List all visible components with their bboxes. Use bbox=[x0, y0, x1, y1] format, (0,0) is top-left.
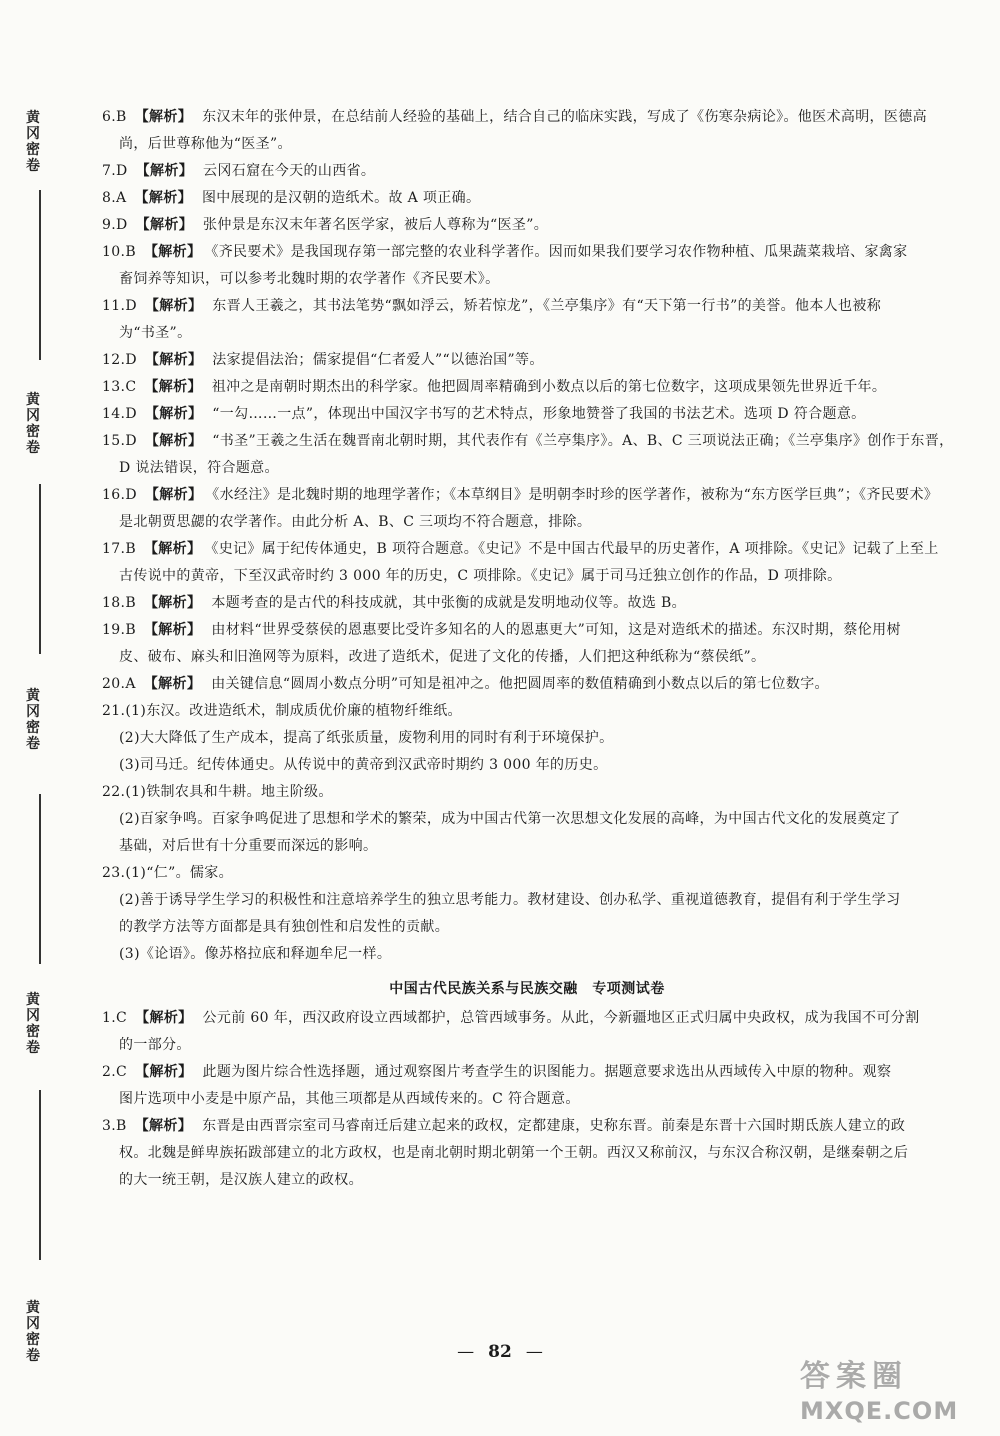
answer-line bbox=[102, 374, 952, 401]
answer-number: 20.A bbox=[102, 676, 136, 692]
answer-line bbox=[102, 1059, 952, 1086]
answer-line bbox=[102, 617, 952, 644]
answer-item bbox=[102, 374, 952, 401]
answer-line bbox=[102, 104, 952, 131]
answer-line bbox=[102, 428, 952, 455]
side-divider bbox=[39, 1090, 41, 1260]
answer-text: 东汉末年的张仲景，在总结前人经验的基础上，结合自己的临床实践，写成了《伤寒杂病论》。他医术高明，医德高 bbox=[202, 109, 927, 125]
answer-number: 6.B bbox=[102, 109, 127, 125]
answer-line bbox=[102, 185, 952, 212]
answer-line bbox=[102, 725, 952, 752]
answer-number: 2.C bbox=[102, 1064, 128, 1080]
answer-text: 本题考查的是古代的科技成就，其中张衡的成就是发明地动仪等。故选 B。 bbox=[211, 595, 686, 611]
answer-text: (2)百家争鸣。百家争鸣促进了思想和学术的繁荣，成为中国古代第一次思想文化发展的高峰，为中国古代文化的发展奠定了 bbox=[119, 811, 901, 827]
answer-text: (1)铁制农具和牛耕。地主阶级。 bbox=[125, 784, 333, 800]
answer-line bbox=[102, 1140, 952, 1167]
analysis-tag: 【解析】 bbox=[143, 595, 202, 611]
answer-line bbox=[102, 806, 952, 833]
analysis-tag: 【解析】 bbox=[143, 244, 202, 260]
answer-line bbox=[102, 644, 952, 671]
answer-text: 皮、破布、麻头和旧渔网等为原料，改进了造纸术，促进了文化的传播，人们把这种纸称为“蔡侯纸”。 bbox=[119, 649, 766, 665]
answer-text: D 说法错误，符合题意。 bbox=[119, 460, 279, 476]
answer-line bbox=[102, 320, 952, 347]
answer-line bbox=[102, 779, 952, 806]
answer-text: 尚，后世尊称他为“医圣”。 bbox=[119, 136, 292, 152]
answer-text: 《水经注》是北魏时期的地理学著作；《本草纲目》是明朝李时珍的医学著作，被称为“东方医学巨典”；《齐民要术》 bbox=[212, 487, 939, 503]
page-number: 82 bbox=[488, 1342, 512, 1362]
answer-text: 畜饲养等知识，可以参考北魏时期的农学著作《齐民要术》。 bbox=[119, 271, 500, 287]
answer-number: 14.D bbox=[102, 406, 137, 422]
answer-line bbox=[102, 266, 952, 293]
answer-text: (1)东汉。改进造纸术，制成质优价廉的植物纤维纸。 bbox=[125, 703, 462, 719]
answer-item bbox=[102, 212, 952, 239]
answer-line bbox=[102, 1167, 952, 1194]
answer-line bbox=[102, 914, 952, 941]
answer-line bbox=[102, 1086, 952, 1113]
answer-text: 云冈石窟在今天的山西省。 bbox=[203, 163, 376, 179]
answer-line bbox=[102, 347, 952, 374]
answer-text: 东晋是由西晋宗室司马睿南迁后建立起来的政权，定都建康，史称东晋。前秦是东晋十六国时期氐族人建立的政 bbox=[202, 1118, 906, 1134]
answer-number: 15.D bbox=[102, 433, 137, 449]
answer-line bbox=[102, 482, 952, 509]
answer-text: 基础，对后世有十分重要而深远的影响。 bbox=[119, 838, 378, 854]
answer-item bbox=[102, 671, 952, 698]
answer-line bbox=[102, 212, 952, 239]
answer-number: 23. bbox=[102, 865, 126, 881]
answer-text: 古传说中的黄帝，下至汉武帝时约 3 000 年的历史，C 项排除。《史记》属于司马迁独立创作的作品，D 项排除。 bbox=[119, 568, 842, 584]
analysis-tag: 【解析】 bbox=[134, 1118, 193, 1134]
answer-number: 22. bbox=[102, 784, 126, 800]
answer-number: 21. bbox=[102, 703, 126, 719]
answer-line bbox=[102, 590, 952, 617]
answer-item bbox=[102, 698, 952, 779]
answer-text: 为“书圣”。 bbox=[119, 325, 192, 341]
answer-text: 由关键信息“圆周小数点分明”可知是祖冲之。他把圆周率的数值精确到小数点以后的第七位数字。 bbox=[211, 676, 829, 692]
answer-line bbox=[102, 158, 952, 185]
analysis-tag: 【解析】 bbox=[143, 676, 202, 692]
watermark-top: 答案圈 bbox=[800, 1359, 908, 1394]
answer-number: 3.B bbox=[102, 1118, 127, 1134]
answer-number: 1.C bbox=[102, 1010, 128, 1026]
answer-line bbox=[102, 536, 952, 563]
analysis-tag: 【解析】 bbox=[144, 487, 203, 503]
section-title: 中国古代民族关系与民族交融 专项测试卷 bbox=[389, 981, 665, 997]
answer-line bbox=[102, 131, 952, 158]
footer-dash: — bbox=[457, 1342, 475, 1362]
answer-content bbox=[102, 104, 952, 1194]
side-divider bbox=[39, 190, 41, 360]
analysis-tag: 【解析】 bbox=[143, 622, 202, 638]
answer-text: “书圣”王羲之生活在魏晋南北朝时期，其代表作有《兰亭集序》。A、B、C 三项说法正确；《兰亭集序》创作于东晋， bbox=[212, 433, 954, 449]
answer-item bbox=[102, 239, 952, 293]
answer-line bbox=[102, 833, 952, 860]
answer-line bbox=[102, 1113, 952, 1140]
analysis-tag: 【解析】 bbox=[144, 379, 202, 395]
answer-line bbox=[102, 401, 952, 428]
answer-number: 10.B bbox=[102, 244, 136, 260]
answer-number: 7.D bbox=[102, 163, 128, 179]
analysis-tag: 【解析】 bbox=[135, 163, 194, 179]
answer-text: 的一部分。 bbox=[119, 1037, 191, 1053]
answer-line bbox=[102, 239, 952, 266]
answer-text: “一勾……一点”，体现出中国汉字书写的艺术特点，形象地赞誉了我国的书法艺术。选项 D 符合题意。 bbox=[212, 406, 866, 422]
answer-item bbox=[102, 185, 952, 212]
answer-text: 祖冲之是南朝时期杰出的科学家。他把圆周率精确到小数点以后的第七位数字，这项成果领先世界近千年。 bbox=[211, 379, 887, 395]
side-mark: 黄 冈 密 卷 bbox=[26, 992, 40, 1056]
answer-item bbox=[102, 347, 952, 374]
side-divider bbox=[39, 794, 41, 964]
answer-line bbox=[102, 941, 952, 968]
answer-item bbox=[102, 1059, 952, 1113]
side-divider bbox=[39, 484, 41, 654]
analysis-tag: 【解析】 bbox=[144, 298, 203, 314]
section-answer-list bbox=[102, 1005, 952, 1194]
answer-number: 11.D bbox=[102, 298, 137, 314]
answer-text: 是北朝贾思勰的农学著作。由此分析 A、B、C 三项均不符合题意，排除。 bbox=[119, 514, 592, 530]
analysis-tag: 【解析】 bbox=[134, 109, 193, 125]
answer-number: 19.B bbox=[102, 622, 136, 638]
answer-text: (2)大大降低了生产成本，提高了纸张质量，废物利用的同时有利于环境保护。 bbox=[119, 730, 614, 746]
answer-number: 16.D bbox=[102, 487, 137, 503]
answer-item bbox=[102, 158, 952, 185]
answer-list bbox=[102, 104, 952, 968]
analysis-tag: 【解析】 bbox=[135, 1010, 193, 1026]
analysis-tag: 【解析】 bbox=[143, 541, 202, 557]
answer-item bbox=[102, 860, 952, 968]
answer-item bbox=[102, 482, 952, 536]
answer-text: 此题为图片综合性选择题，通过观察图片考查学生的识图能力。据题意要求选出从西域传入中原的物种。观察 bbox=[202, 1064, 892, 1080]
answer-item bbox=[102, 1005, 952, 1059]
answer-item bbox=[102, 401, 952, 428]
analysis-tag: 【解析】 bbox=[144, 352, 203, 368]
answer-line bbox=[102, 455, 952, 482]
analysis-tag: 【解析】 bbox=[144, 433, 203, 449]
answer-number: 8.A bbox=[102, 190, 127, 206]
analysis-tag: 【解析】 bbox=[135, 217, 194, 233]
answer-item bbox=[102, 590, 952, 617]
answer-text: 《史记》属于纪传体通史，B 项符合题意。《史记》不是中国古代最早的历史著作，A 项排除。《史记》记载了上至上 bbox=[211, 541, 939, 557]
answer-text: 法家提倡法治；儒家提倡“仁者爱人”“以德治国”等。 bbox=[212, 352, 544, 368]
answer-item bbox=[102, 779, 952, 860]
answer-number: 17.B bbox=[102, 541, 136, 557]
side-mark: 黄 冈 密 卷 bbox=[26, 1300, 40, 1364]
side-mark: 黄 冈 密 卷 bbox=[26, 392, 40, 456]
answer-item bbox=[102, 617, 952, 671]
answer-number: 12.D bbox=[102, 352, 137, 368]
answer-item bbox=[102, 428, 952, 482]
analysis-tag: 【解析】 bbox=[144, 406, 203, 422]
answer-item bbox=[102, 1113, 952, 1194]
answer-text: (3)《论语》。像苏格拉底和释迦牟尼一样。 bbox=[119, 946, 392, 962]
watermark-logo bbox=[800, 1358, 990, 1430]
answer-text: 《齐民要术》是我国现存第一部完整的农业科学著作。因而如果我们要学习农作物种植、瓜果蔬菜栽培、家禽家 bbox=[211, 244, 908, 260]
answer-text: 图片选项中小麦是中原产品，其他三项都是从西域传来的。C 符合题意。 bbox=[119, 1091, 580, 1107]
answer-line bbox=[102, 698, 952, 725]
answer-number: 18.B bbox=[102, 595, 136, 611]
answer-line bbox=[102, 752, 952, 779]
footer-dash: — bbox=[525, 1342, 543, 1362]
answer-line bbox=[102, 293, 952, 320]
answer-line bbox=[102, 1032, 952, 1059]
answer-line bbox=[102, 887, 952, 914]
answer-text: (2)善于诱导学生学习的积极性和注意培养学生的独立思考能力。教材建设、创办私学、重视道德教育，提倡有利于学生学习 bbox=[119, 892, 901, 908]
answer-text: 由材料“世界受蔡侯的恩惠要比受许多知名的人的恩惠更大”可知，这是对造纸术的描述。东汉时期，蔡伦用树 bbox=[211, 622, 901, 638]
answer-item bbox=[102, 293, 952, 347]
answer-line bbox=[102, 1005, 952, 1032]
side-mark: 黄 冈 密 卷 bbox=[26, 688, 40, 752]
answer-item bbox=[102, 104, 952, 158]
answer-number: 13.C bbox=[102, 379, 137, 395]
answer-line bbox=[102, 563, 952, 590]
answer-text: 公元前 60 年，西汉政府设立西域都护，总管西域事务。从此，今新疆地区正式归属中央政权，成为我国不可分割 bbox=[202, 1010, 920, 1026]
answer-text: 的大一统王朝，是汉族人建立的政权。 bbox=[119, 1172, 363, 1188]
answer-line bbox=[102, 671, 952, 698]
answer-item bbox=[102, 536, 952, 590]
analysis-tag: 【解析】 bbox=[135, 1064, 193, 1080]
answer-line bbox=[102, 860, 952, 887]
analysis-tag: 【解析】 bbox=[134, 190, 192, 206]
answer-text: (1)“仁”。儒家。 bbox=[125, 865, 233, 881]
answer-number: 9.D bbox=[102, 217, 128, 233]
side-mark: 黄 冈 密 卷 bbox=[26, 110, 40, 174]
answer-text: 的教学方法等方面都是具有独创性和启发性的贡献。 bbox=[119, 919, 450, 935]
answer-text: 张仲景是东汉末年著名医学家，被后人尊称为“医圣”。 bbox=[203, 217, 549, 233]
watermark-bottom: MXQE.COM bbox=[800, 1397, 959, 1425]
answer-text: 图中展现的是汉朝的造纸术。故 A 项正确。 bbox=[201, 190, 481, 206]
answer-line bbox=[102, 509, 952, 536]
answer-text: (3)司马迁。纪传体通史。从传说中的黄帝到汉武帝时期约 3 000 年的历史。 bbox=[119, 757, 608, 773]
answer-text: 东晋人王羲之，其书法笔势“飘如浮云，矫若惊龙”，《兰亭集序》有“天下第一行书”的美誉。他本人也被称 bbox=[212, 298, 882, 314]
answer-text: 权。北魏是鲜卑族拓跋部建立的北方政权，也是南北朝时期北朝第一个王朝。西汉又称前汉，与东汉合称汉朝，是继秦朝之后 bbox=[119, 1145, 909, 1161]
